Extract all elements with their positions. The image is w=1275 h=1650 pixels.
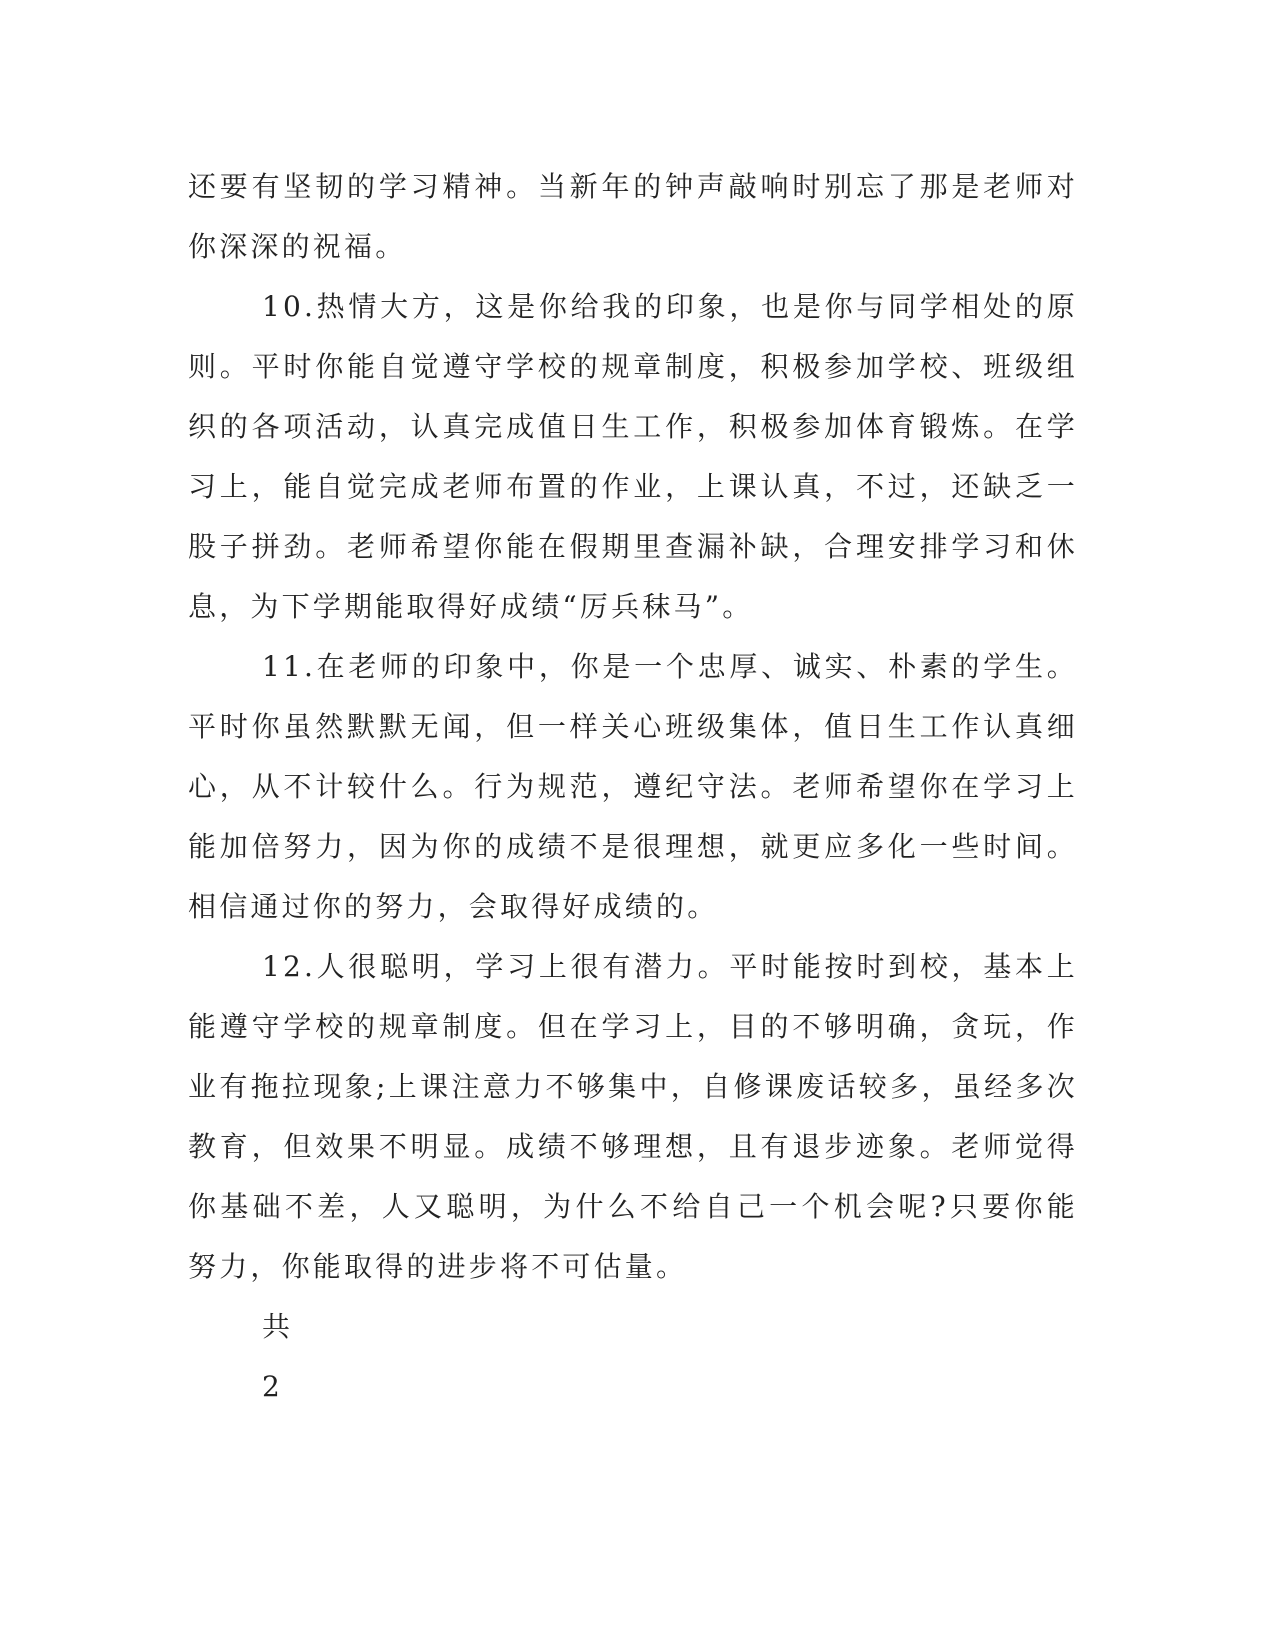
paragraph-continuation: 还要有坚韧的学习精神。当新年的钟声敲响时别忘了那是老师对你深深的祝福。 — [188, 170, 1078, 263]
document-body — [188, 157, 1078, 1417]
paragraph-comment-12: 12.人很聪明，学习上很有潜力。平时能按时到校，基本上能遵守学校的规章制度。但在学习上，目的不够明确，贪玩，作业有拖拉现象;上课注意力不够集中，自修课废话较多，虽经多次教育，但效果不明显。成绩不够理想，且有退步迹象。老师觉得你基础不差，人又聪明，为什么不给自己一个机会呢?只要你能努力，你能取得的进步将不可估量。 — [188, 950, 1078, 1283]
paragraph-comment-11: 11.在老师的印象中，你是一个忠厚、诚实、朴素的学生。平时你虽然默默无闻，但一样关心班级集体，值日生工作认真细心，从不计较什么。行为规范，遵纪守法。老师希望你在学习上能加倍努力，因为你的成绩不是很理想，就更应多化一些时间。相信通过你的努力，会取得好成绩的。 — [188, 650, 1078, 923]
footer-word: 共 — [262, 1310, 294, 1343]
paragraph-comment-10: 10.热情大方，这是你给我的印象，也是你与同学相处的原则。平时你能自觉遵守学校的规章制度，积极参加学校、班级组织的各项活动，认真完成值日生工作，积极参加体育锻炼。在学习上，能自觉完成老师布置的作业，上课认真，不过，还缺乏一股子拼劲。老师希望你能在假期里查漏补缺，合理安排学习和休息，为下学期能取得好成绩“厉兵秣马”。 — [188, 290, 1078, 623]
footer-number: 2 — [262, 1370, 284, 1403]
